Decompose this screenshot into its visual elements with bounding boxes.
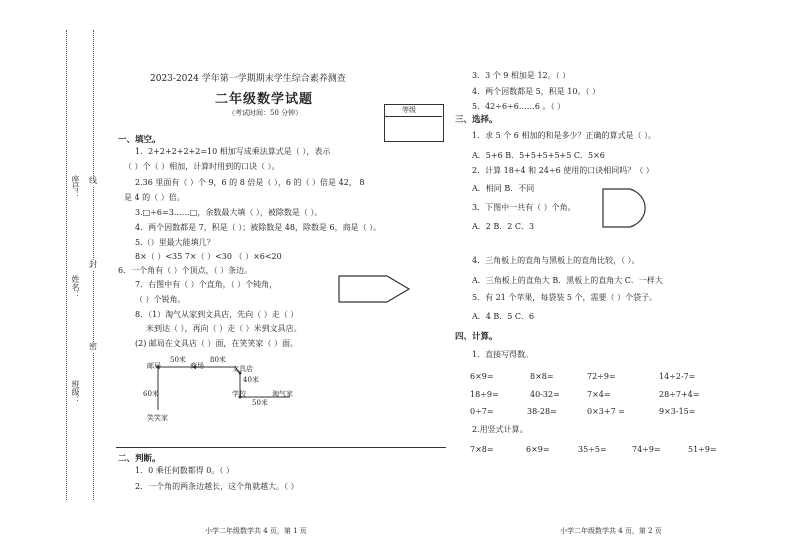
oral-r3-c3: 0×3+7 =	[587, 407, 625, 416]
map-label-stationery: 文具店	[232, 365, 253, 373]
angle-count-figure	[600, 186, 660, 230]
grade-box-divider	[384, 116, 442, 117]
map-distance-2: 80米	[210, 356, 226, 364]
vertical-calc-5: 51÷9=	[688, 445, 717, 454]
footer-left: 小学二年级数学共 4 页，第 1 页	[205, 527, 307, 535]
oral-r3-c1: 0÷7=	[470, 407, 494, 416]
map-label-school: 学校	[232, 390, 246, 398]
s4-sub1: 1．直接写得数。	[472, 350, 534, 359]
r-judge-5: 5．42÷6÷6……6 。（ ）	[472, 102, 566, 111]
vertical-calc-1: 7×8=	[470, 445, 494, 454]
pentagon-figure	[337, 273, 412, 305]
s3-line-9: 5．有 21 个苹果，每袋装 5 个，需要（ ）个袋子。	[472, 293, 658, 302]
s1-line-10: 7．右图中有（ ）个直角，（ ）个钝角，	[135, 280, 278, 289]
oral-r2-c1: 18÷9=	[470, 390, 499, 399]
s4-sub2: 2.用竖式计算。	[472, 425, 528, 434]
s3-line-6: A．2 B．2 C．3	[472, 222, 535, 231]
map-distance-3: 60米	[143, 390, 159, 398]
footer-right: 小学二年级数学共 4 页，第 2 页	[560, 527, 662, 535]
r-judge-4: 4．两个因数都是 5，积是 10。（ ）	[472, 87, 600, 96]
section4-heading: 四、计算。	[455, 332, 498, 342]
s3-line-7: 4．三角板上的直角与黑板上的直角比较，（ ）。	[472, 256, 640, 265]
vertical-calc-3: 35÷5=	[578, 445, 607, 454]
binding-dotted-line-left	[66, 30, 67, 500]
oral-r2-c2: 40-32=	[530, 390, 560, 399]
exam-title: 2023-2024 学年第一学期期末学生综合素养测查	[150, 74, 346, 84]
oral-r1-c1: 6×9=	[470, 372, 494, 381]
s1-line-2: （ ）个（ ）相加，计算时用到的口诀（ ）。	[124, 162, 280, 171]
oral-r2-c4: 28÷7+4=	[659, 390, 700, 399]
map-distance-5: 50米	[252, 399, 268, 407]
section1-heading: 一、填空。	[118, 135, 161, 145]
name-label: 姓名：	[71, 275, 80, 299]
oral-r2-c3: 7×4=	[587, 390, 611, 399]
s3-line-2: A．5+6 B．5+5+5+5+5 C．5×6	[472, 151, 605, 160]
class-label: 班级：	[71, 380, 80, 404]
s3-line-1: 1．求 5 个 6 相加的和是多少？正确的算式是（ ）。	[472, 131, 656, 140]
map-distance-1: 50米	[170, 356, 186, 364]
exam-subtitle: 二年级数学试题	[215, 92, 314, 107]
map-label-post-office: 邮局	[147, 362, 161, 370]
s2-line-1: 1．0 乘任何数都得 0。（ ）	[135, 466, 234, 475]
s1-line-5: 3.□÷6=3……□，余数最大填（ ），被除数是（ ）。	[135, 208, 323, 217]
s3-line-5: 3．下图中一共有（ ）个角。	[472, 203, 576, 212]
r-judge-3: 3．3 个 9 相加是 12。（ ）	[472, 71, 571, 80]
s3-line-10: A．4 B．5 C．6	[472, 312, 535, 321]
cut-mark-3: 密	[89, 342, 97, 351]
section2-heading: 二、判断。	[118, 454, 161, 464]
s3-line-4: A．相同 B．不同	[472, 184, 535, 193]
s1-line-7: 5.（）里最大能填几？	[135, 238, 215, 247]
s1-line-11: （ ）个锐角。	[135, 295, 186, 304]
cut-mark-2: 封	[89, 260, 97, 269]
oral-r3-c2: 38-28=	[527, 407, 557, 416]
s3-line-8: A．三角板上的直角大 B．黑板上的直角大 C．一样大	[472, 276, 663, 285]
s1-line-1: 1．2+2+2+2+2=10 相加写成乘法算式是（ ），表示	[135, 147, 331, 156]
map-label-taoqi-home: 淘气家	[272, 390, 293, 398]
seat-label: 座号：	[71, 175, 80, 199]
s1-line-4: 是 4 的（ ）倍。	[124, 193, 185, 202]
oral-r3-c4: 9×3-15=	[659, 407, 696, 416]
s3-line-3: 2．计算 18÷4 和 24÷6 使用的口诀相同吗？（ ）	[472, 166, 654, 175]
s1-line-9: 6．一个角有（ ）个顶点，（ ）条边。	[118, 266, 253, 275]
s1-line-14: (2) 邮局在文具店（ ）面，在笑笑家（ ）面。	[135, 339, 298, 348]
exam-time-note: （考试时间：50 分钟）	[228, 109, 303, 117]
cut-mark-1: 线	[89, 176, 97, 185]
oral-r1-c3: 72÷9=	[587, 372, 616, 381]
section3-heading: 三、选择。	[455, 115, 498, 125]
vertical-calc-2: 6×9=	[526, 445, 550, 454]
vertical-calc-4: 74÷9=	[632, 445, 661, 454]
oral-r1-c2: 8×8=	[530, 372, 554, 381]
section2-separator	[116, 447, 446, 448]
s1-line-3: 2.36 里面有（ ）个 9，6 的 8 倍是（ ），6 的（ ）倍是 42， 8	[135, 178, 365, 187]
s1-line-12: 8．（1）淘气从家到文具店，先向（ ）走（ ）	[135, 310, 299, 319]
oral-r1-c4: 14÷2-7=	[659, 372, 696, 381]
grade-box-label: 等级	[402, 106, 416, 114]
map-label-mall: 商场	[190, 362, 204, 370]
s1-line-8: 8×（ ）<35 7×（ ）<30 （ ）×6<20	[135, 252, 282, 261]
map-distance-4: 40米	[243, 376, 259, 384]
s2-line-2: 2．一个角的两条边越长，这个角就越大。（ ）	[135, 482, 299, 491]
map-label-xiaoxiao-home: 笑笑家	[147, 414, 168, 422]
s1-line-13: 米到达（ ），再向（ ）走（ ）米到文具店。	[146, 324, 302, 333]
s1-line-6: 4．两个因数都是 7，积是（ ）；被除数是 48，除数是 6，商是（ ）。	[135, 223, 382, 232]
